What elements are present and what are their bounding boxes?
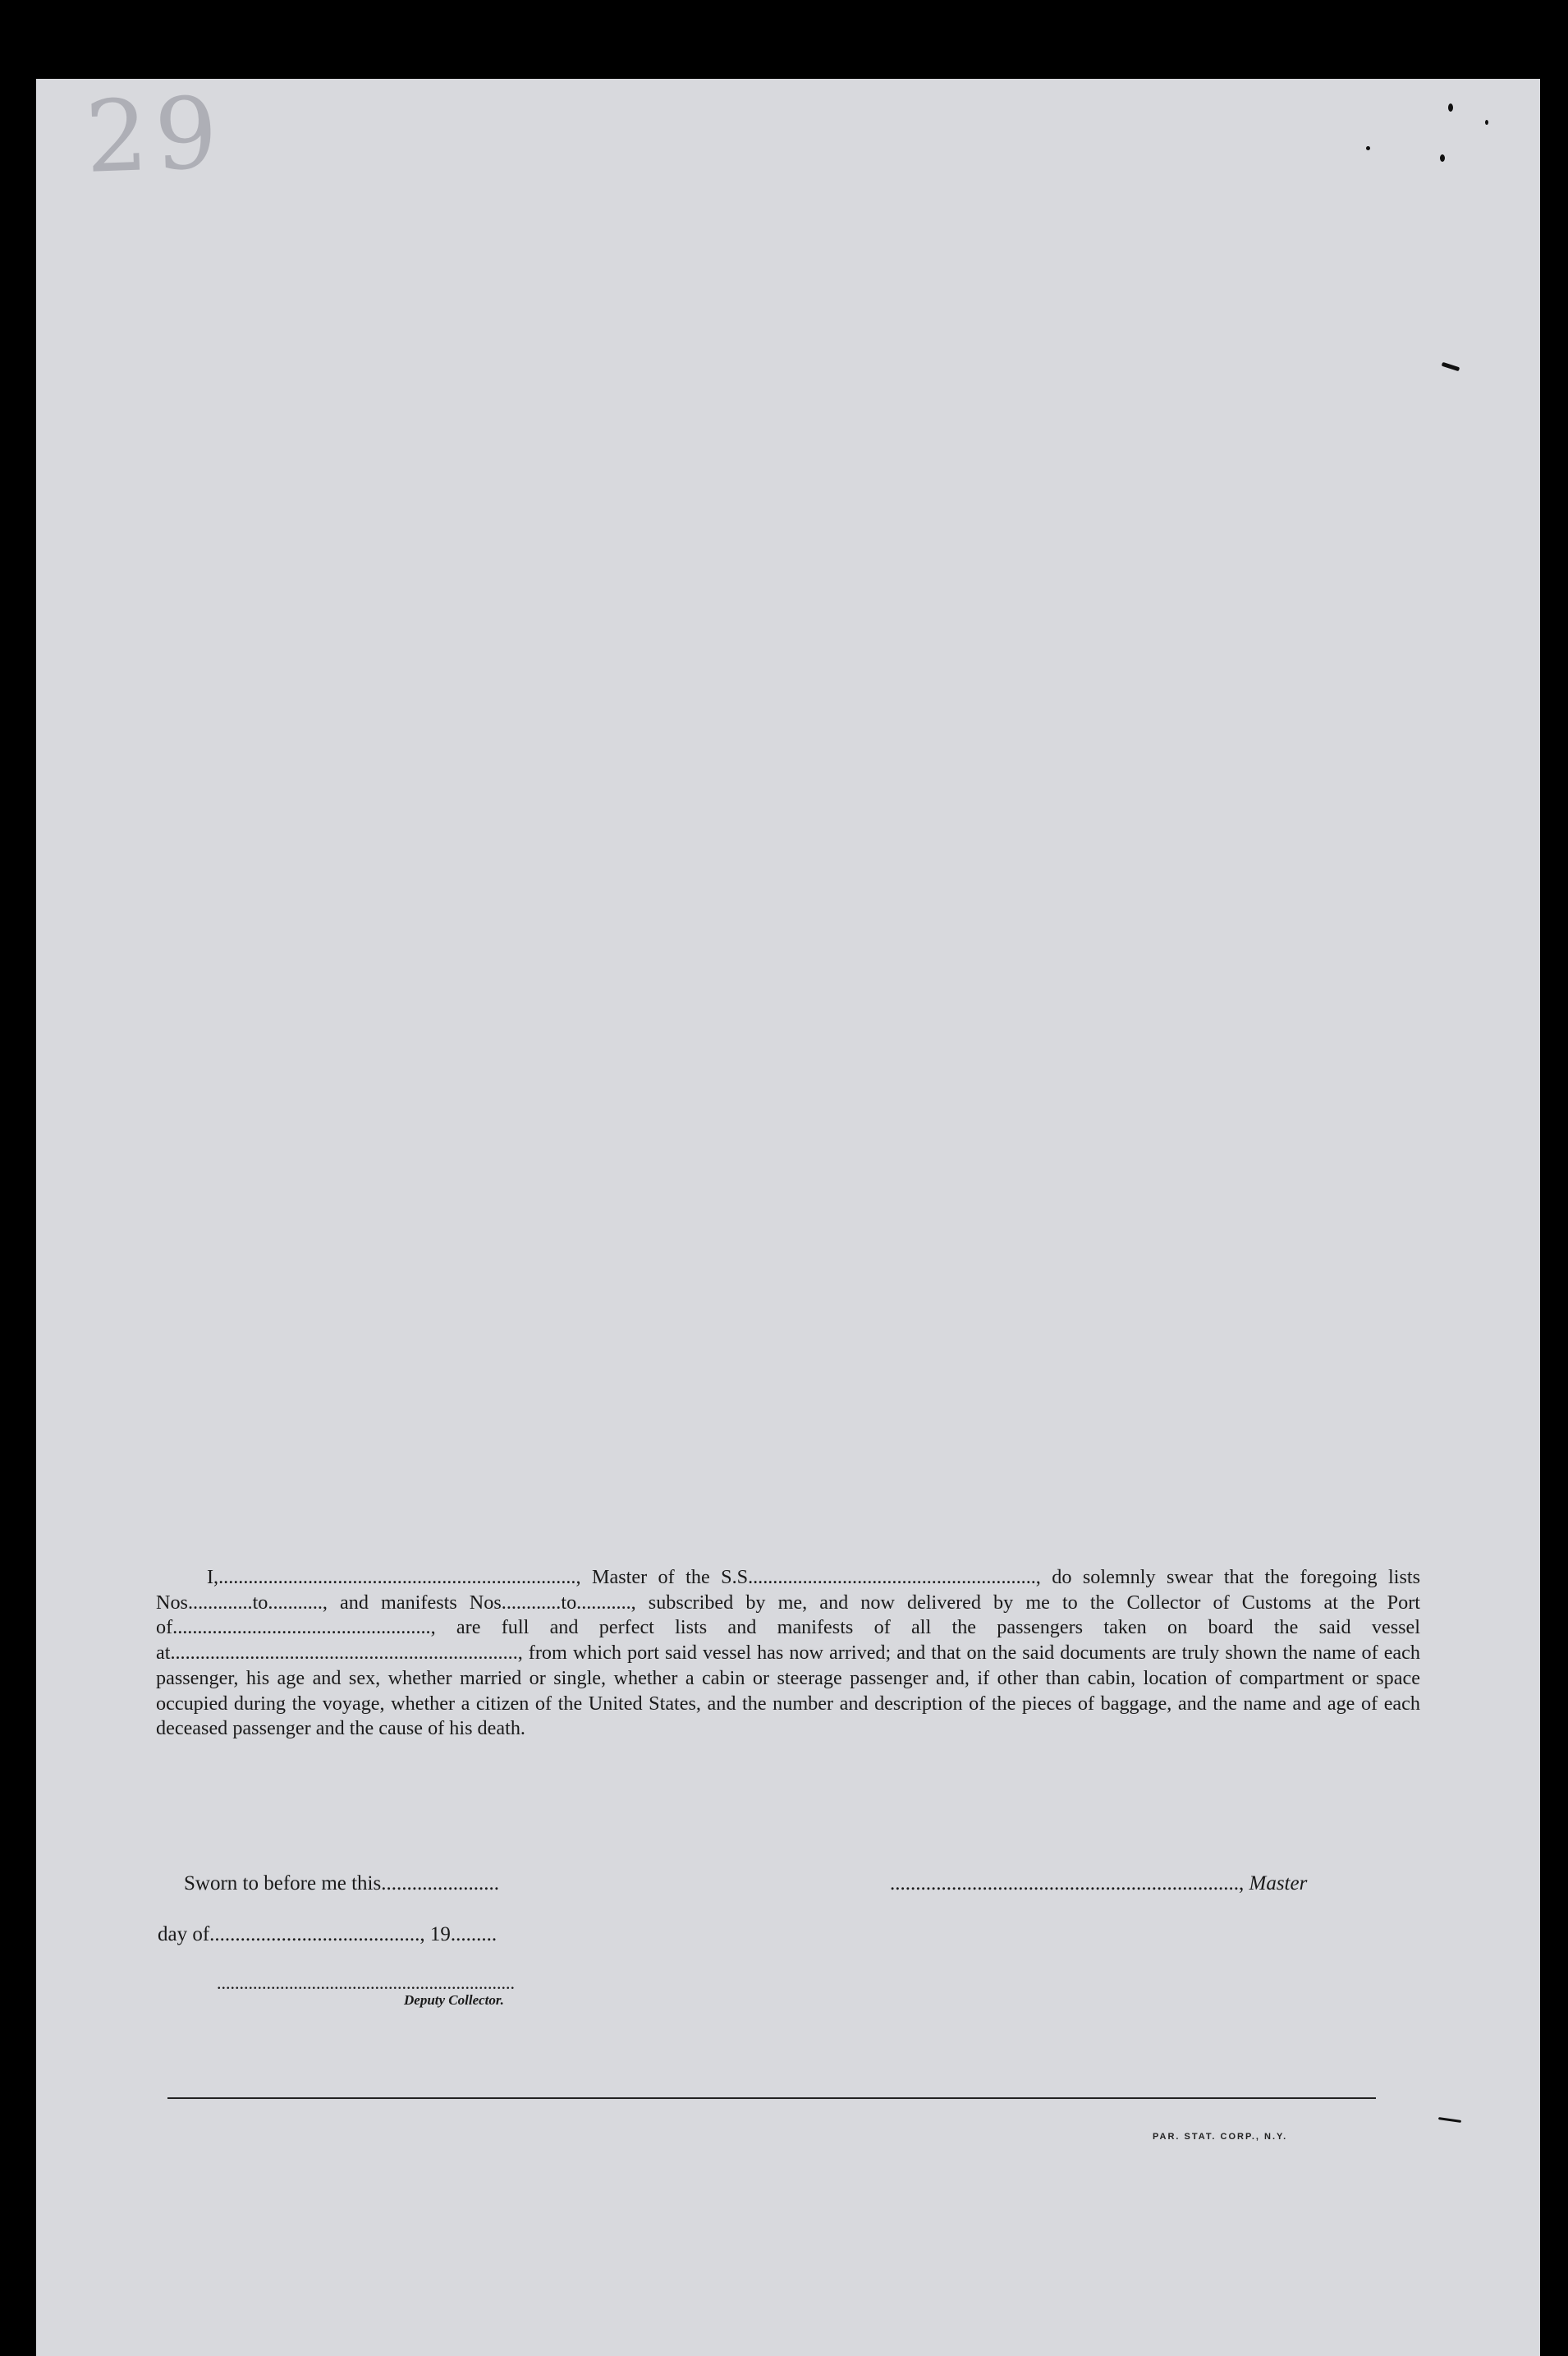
- paper-speck: [1448, 103, 1453, 112]
- master-signature-line: [890, 1872, 1307, 1895]
- oath-paragraph: [156, 1565, 1420, 1742]
- paper-mark: [1438, 2117, 1461, 2123]
- master-label: Master: [1249, 1872, 1308, 1894]
- paper-speck: [1485, 120, 1488, 125]
- document-page: [36, 76, 1540, 2356]
- paper-speck: [1366, 146, 1370, 150]
- page-number: 29: [83, 76, 227, 195]
- oath-text: I,........................................................................, Master of the S.S.........................................................., do solemnly swear that the foregoing lists Nos.............to..........., and manifests Nos............to..........., subscribed by me, and now delivered by me to the Collector of Customs at the Port of...................................................., are full and perfect lists and manifests of all the passengers taken on board the said vessel at......................................................................, from which port said vessel has now arrived; and that on the said documents are truly shown the name of each passenger, his age and sex, whether married or single, whether a cabin or steerage passenger and, if other than cabin, location of compartment or space occupied during the voyage, whether a citizen of the United States, and the number and description of the pieces of baggage, and the name and age of each deceased passenger and the cause of his death.: [156, 1566, 1420, 1740]
- paper-mark: [1442, 362, 1460, 372]
- horizontal-rule: [167, 2097, 1376, 2099]
- deputy-collector-label: Deputy Collector.: [404, 1992, 504, 2008]
- day-of-line: day of........................................., 19.........: [158, 1923, 497, 1945]
- deputy-signature-dots: ..................................................................: [217, 1973, 515, 1993]
- sworn-line: Sworn to before me this.......................: [184, 1872, 499, 1894]
- paper-speck: [1440, 154, 1445, 162]
- master-dots: ....................................................................,: [890, 1872, 1249, 1894]
- printer-imprint: PAR. STAT. CORP., N.Y.: [1153, 2132, 1288, 2142]
